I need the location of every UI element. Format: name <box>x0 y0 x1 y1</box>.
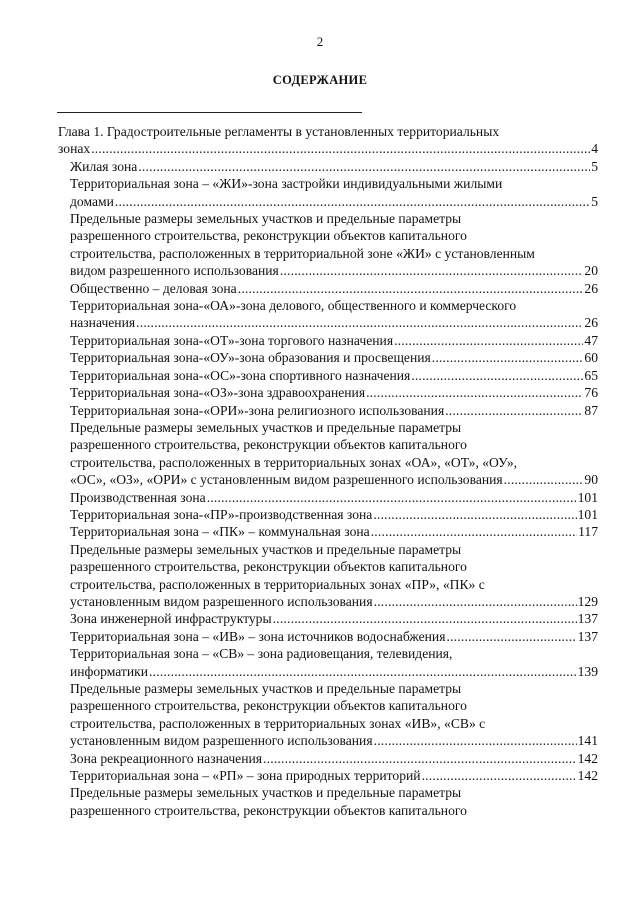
toc-entry-text: Территориальная зона-«ОУ»-зона образования и просвещения <box>70 350 431 366</box>
toc-entry-leader-line <box>70 506 598 523</box>
dot-leader <box>366 384 583 401</box>
page-number: 2 <box>316 34 324 49</box>
toc-page-number: 65 <box>584 367 598 383</box>
dot-leader <box>374 732 577 749</box>
dot-leader <box>504 471 584 488</box>
toc-page-number: 90 <box>584 472 598 488</box>
dot-leader <box>394 332 583 349</box>
dot-leader <box>136 314 583 331</box>
toc-entry[interactable] <box>58 367 598 384</box>
toc-entry-text: строительства, расположенных в территориальных зонах «ИВ», «СВ» с <box>70 715 486 731</box>
toc-page-number: 142 <box>577 768 598 784</box>
toc-entry-leader-line <box>70 523 598 540</box>
dot-leader <box>374 593 577 610</box>
toc-page-number: 101 <box>577 489 598 505</box>
toc-entry-text: разрешенного строительства, реконструкции объектов капитального <box>70 802 467 818</box>
toc-entry[interactable] <box>58 210 598 280</box>
toc-entry-text: Глава 1. Градостроительные регламенты в установленных территориальных <box>58 124 500 139</box>
toc-page-number: 101 <box>577 506 598 522</box>
dot-leader <box>445 402 583 419</box>
toc-page-number: 4 <box>591 141 598 157</box>
toc-entry[interactable] <box>58 332 598 349</box>
toc-entry-leader-line <box>70 332 598 349</box>
toc-entry-text: разрешенного строительства, реконструкции объектов капитального <box>70 228 467 244</box>
toc-entry-leader-line <box>70 314 598 331</box>
dot-leader <box>371 523 577 540</box>
toc-entry-text: строительства, расположенных в территориальных зонах «ОА», «ОТ», «ОУ», <box>70 454 518 470</box>
toc-entry-text: Территориальная зона – «СВ» – зона радиовещания, телевидения, <box>70 646 453 662</box>
toc-page-number: 117 <box>578 524 598 540</box>
dot-leader <box>411 367 583 384</box>
toc-page-number: 76 <box>584 385 598 401</box>
toc-entry[interactable] <box>58 784 598 819</box>
toc-entry-text: назначения <box>70 315 136 331</box>
toc-entry[interactable] <box>58 297 598 332</box>
toc-entry-text: Территориальная зона-«ПР»-производственная зона <box>70 506 373 522</box>
toc-page-number: 5 <box>591 193 598 209</box>
toc-entry[interactable] <box>58 523 598 540</box>
dot-leader <box>91 140 590 157</box>
toc-entry[interactable] <box>58 175 598 210</box>
toc-page-number: 139 <box>577 663 598 679</box>
dot-leader <box>149 663 577 680</box>
toc-entry-text: Предельные размеры земельных участков и предельные параметры <box>70 419 462 435</box>
toc-entry-text: строительства, расположенных в территориальной зоне «ЖИ» с установленным <box>70 245 535 261</box>
toc-entry[interactable] <box>58 280 598 297</box>
dot-leader <box>432 349 584 366</box>
toc-entry-leader-line <box>70 280 598 297</box>
toc-entry-text: установленным видом разрешенного использования <box>70 593 373 609</box>
toc-entry[interactable] <box>58 419 598 489</box>
toc-entry[interactable] <box>58 541 598 611</box>
toc-entry[interactable] <box>58 402 598 419</box>
toc-entry-text: Территориальная зона – «ЖИ»-зона застройки индивидуальными жилыми <box>70 176 503 192</box>
toc-entry[interactable] <box>58 610 598 627</box>
toc-entry-leader-line <box>70 593 598 610</box>
dot-leader <box>273 610 577 627</box>
toc-entry-text: Территориальная зона – «РП» – зона природных территорий <box>70 768 421 784</box>
toc-page-number: 137 <box>577 611 598 627</box>
toc-entry-text: Предельные размеры земельных участков и предельные параметры <box>70 681 462 696</box>
table-of-contents <box>58 123 598 819</box>
toc-entry-leader-line <box>58 140 598 157</box>
toc-entry-leader-line <box>70 262 598 279</box>
toc-entry-text: Территориальная зона-«ОРИ»-зона религиозного использования <box>70 402 445 418</box>
dot-leader <box>446 628 576 645</box>
dot-leader <box>115 193 590 210</box>
toc-entry[interactable] <box>58 680 598 750</box>
toc-entry[interactable] <box>58 158 598 175</box>
toc-entry-text: Предельные размеры земельных участков и предельные параметры <box>70 785 462 801</box>
toc-page-number: 47 <box>584 332 598 348</box>
toc-entry-text: «ОС», «ОЗ», «ОРИ» с установленным видом разрешенного использования <box>70 472 503 488</box>
toc-page-number: 137 <box>577 628 598 644</box>
toc-page-number: 60 <box>584 350 598 366</box>
toc-entry[interactable] <box>58 767 598 784</box>
toc-entry-text: установленным видом разрешенного использования <box>70 733 373 749</box>
toc-entry-leader-line <box>70 732 598 749</box>
dot-leader <box>138 158 590 175</box>
toc-entry[interactable] <box>58 628 598 645</box>
dot-leader <box>280 262 584 279</box>
toc-entry-text: Общественно – деловая зона <box>70 280 237 296</box>
toc-entry-leader-line <box>70 193 598 210</box>
dot-leader <box>238 280 584 297</box>
toc-entry-leader-line <box>70 767 598 784</box>
toc-entry-text: разрешенного строительства, реконструкции объектов капитального <box>70 698 467 714</box>
toc-entry-leader-line <box>70 750 598 767</box>
toc-page-number: 5 <box>591 158 598 174</box>
toc-entry-text: строительства, расположенных в территориальных зонах «ПР», «ПК» с <box>70 576 485 592</box>
toc-entry-text: Зона инженерной инфраструктуры <box>70 611 272 627</box>
toc-page-number: 142 <box>577 750 598 766</box>
toc-entry-text: Зона рекреационного назначения <box>70 750 263 766</box>
toc-entry[interactable] <box>58 349 598 366</box>
toc-entry-text: Территориальная зона – «ПК» – коммунальная зона <box>70 524 370 540</box>
toc-entry-leader-line <box>70 489 598 506</box>
toc-entry-leader-line <box>70 610 598 627</box>
toc-entry-leader-line <box>70 628 598 645</box>
dot-leader <box>373 506 576 523</box>
toc-entry-text: разрешенного строительства, реконструкции объектов капитального <box>70 559 467 575</box>
toc-entry-leader-line <box>70 384 598 401</box>
toc-entry-leader-line <box>70 402 598 419</box>
heading-rule <box>57 112 362 113</box>
toc-entry-text: Территориальная зона-«ОЗ»-зона здравоохранения <box>70 385 366 401</box>
toc-entry-text: Предельные размеры земельных участков и предельные параметры <box>70 211 462 227</box>
toc-page-number: 26 <box>584 315 598 331</box>
toc-entry[interactable] <box>58 506 598 523</box>
toc-heading: СОДЕРЖАНИЕ <box>272 73 368 87</box>
toc-entry-leader-line <box>70 158 598 175</box>
dot-leader <box>207 489 577 506</box>
toc-entry-leader-line <box>70 471 598 488</box>
toc-entry-text: видом разрешенного использования <box>70 263 279 279</box>
toc-entry-leader-line <box>70 349 598 366</box>
toc-page-number: 141 <box>577 733 598 749</box>
toc-entry[interactable] <box>58 489 598 506</box>
toc-entry-text: Территориальная зона – «ИВ» – зона источников водоснабжения <box>70 628 446 644</box>
toc-page-number: 129 <box>577 593 598 609</box>
toc-entry-text: Территориальная зона-«ОТ»-зона торгового назначения <box>70 332 394 348</box>
toc-entry[interactable] <box>58 750 598 767</box>
toc-entry-text: информатики <box>70 663 149 679</box>
toc-entry-text: Территориальная зона-«ОА»-зона делового, общественного и коммерческого <box>70 298 517 314</box>
dot-leader <box>263 750 577 767</box>
toc-entry-leader-line <box>70 663 598 680</box>
toc-page-number: 20 <box>584 263 598 279</box>
toc-entry[interactable] <box>58 123 598 158</box>
dot-leader <box>422 767 577 784</box>
toc-entry-text: Территориальная зона-«ОС»-зона спортивного назначения <box>70 367 411 383</box>
toc-entry[interactable] <box>58 645 598 680</box>
toc-page-number: 87 <box>584 402 598 418</box>
toc-entry-text: Жилая зона <box>70 158 138 174</box>
toc-entry-text: разрешенного строительства, реконструкции объектов капитального <box>70 437 467 453</box>
toc-entry-leader-line <box>70 367 598 384</box>
toc-entry-text: зонах <box>58 141 91 157</box>
toc-page-number: 26 <box>584 280 598 296</box>
toc-entry-text: Производственная зона <box>70 489 206 505</box>
toc-entry-text: домами <box>70 193 114 209</box>
toc-entry[interactable] <box>58 384 598 401</box>
toc-entry-text: Предельные размеры земельных участков и предельные параметры <box>70 541 462 557</box>
